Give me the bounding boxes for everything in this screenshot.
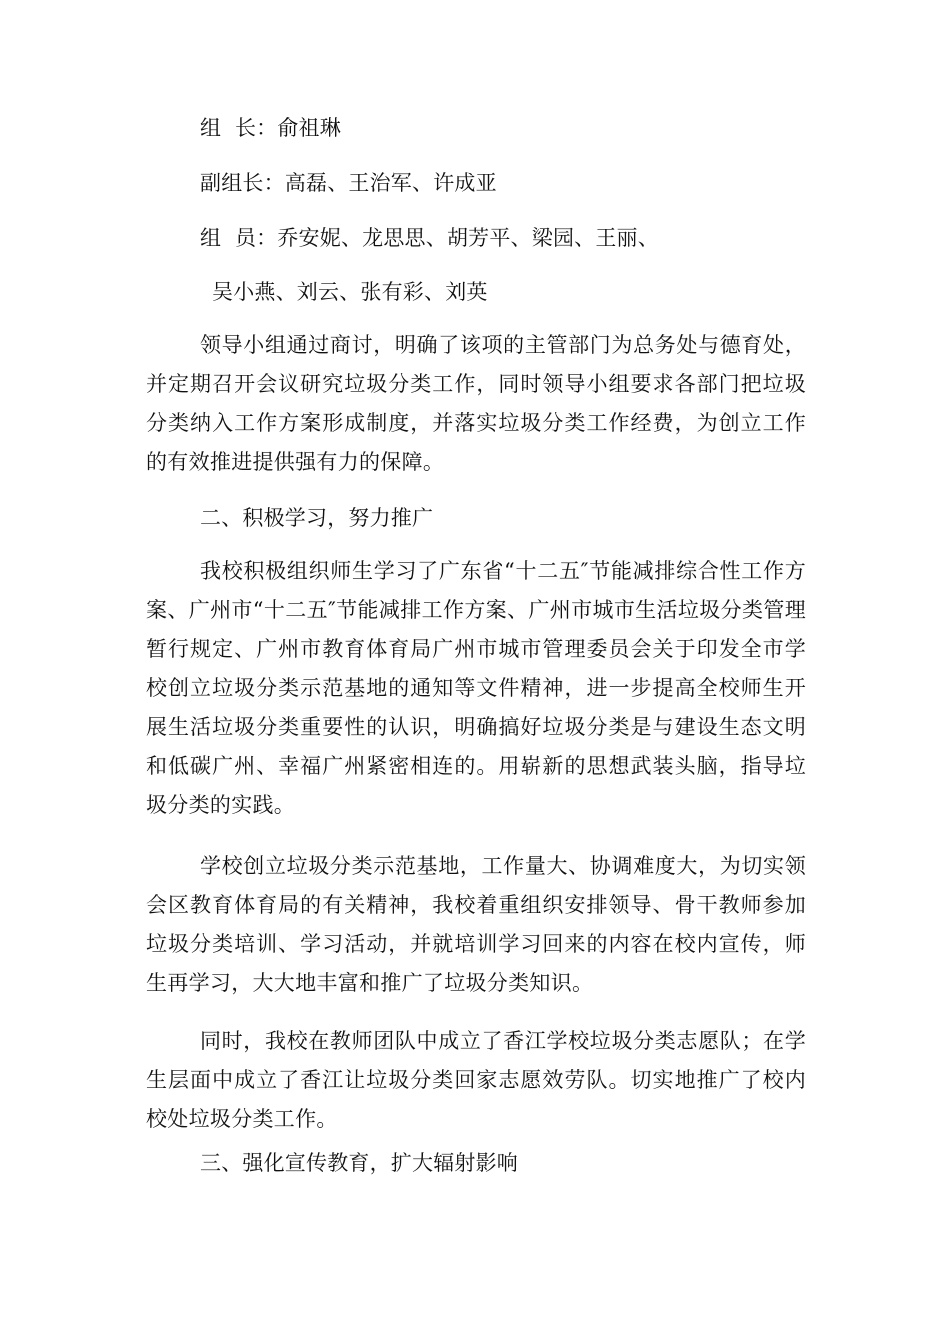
- section-heading-3: 三、强化宣传教育，扩大辐射影响: [200, 1151, 518, 1175]
- section-heading-2: 二、积极学习，努力推广: [200, 506, 434, 530]
- paragraph-training: 学校创立垃圾分类示范基地，工作量大、协调难度大，为切实领会区教育体育局的有关精神，我校着重组织安排领导、骨干教师参加垃圾分类培训、学习活动，并就培训学习回来的内容在校内宣传，师生再学习，大大地丰富和推广了垃圾分类知识。: [146, 854, 806, 995]
- roster-leader: 组 长：俞祖琳: [200, 116, 341, 140]
- paragraph-leadership: 领导小组通过商讨，明确了该项的主管部门为总务处与德育处，并定期召开会议研究垃圾分类工作，同时领导小组要求各部门把垃圾分类纳入工作方案形成制度，并落实垃圾分类工作经费，为创立工作的有效推进提供强有力的保障。: [146, 333, 806, 474]
- paragraph-volunteers: 同时，我校在教师团队中成立了香江学校垃圾分类志愿队；在学生层面中成立了香江让垃圾分类回家志愿效劳队。切实地推广了校内校处垃圾分类工作。: [146, 1029, 806, 1131]
- roster-members-line-1: 组 员：乔安妮、龙思思、胡芳平、梁园、王丽、: [200, 226, 659, 250]
- paragraph-study: 我校积极组织师生学习了广东省“十二五″节能减排综合性工作方案、广州市“十二五″节能减排工作方案、广州市城市生活垃圾分类管理暂行规定、广州市教育体育局广州市城市管理委员会关于印发全市学校创立垃圾分类示范基地的通知等文件精神，进一步提高全校师生开展生活垃圾分类重要性的认识，明确搞好垃圾分类是与建设生态文明和低碳广州、幸福广州紧密相连的。用崭新的思想武装头脑，指导垃圾分类的实践。: [146, 559, 806, 817]
- roster-members-line-2: 吴小燕、刘云、张有彩、刘英: [212, 280, 488, 304]
- roster-vice-leaders: 副组长：高磊、王治军、许成亚: [200, 171, 497, 195]
